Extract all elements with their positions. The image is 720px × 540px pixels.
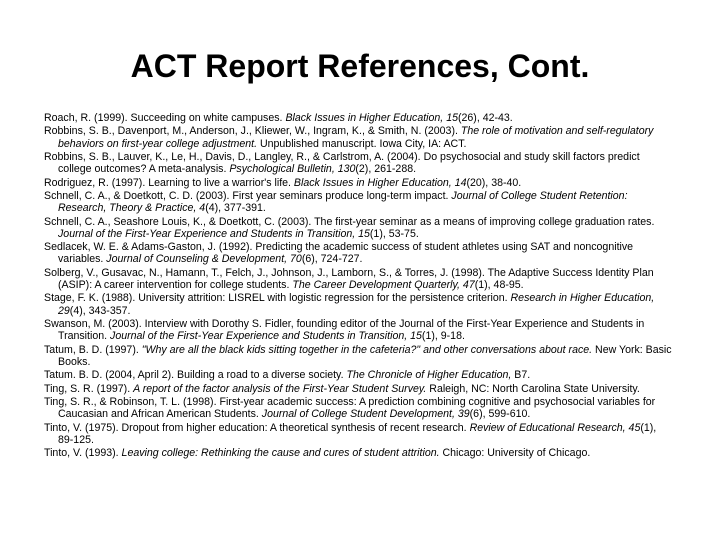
reference-pre-text: Rodriguez, R. (1997). Learning to live a warrior's life.: [44, 176, 294, 189]
reference-post-text: (4), 377-391.: [205, 202, 266, 215]
reference-italic-text: The Chronicle of Higher Education,: [346, 369, 512, 382]
reference-post-text: (1), 48-95.: [474, 278, 524, 291]
reference-item: [44, 447, 674, 459]
reference-italic-text: "Why are all the black kids sitting together in the cafeteria?" and other conversations about race.: [141, 343, 593, 356]
reference-item: [44, 422, 674, 446]
reference-item: [44, 177, 674, 189]
reference-italic-text: Psychological Bulletin, 130: [229, 163, 356, 176]
reference-item: [44, 344, 674, 368]
reference-post-text: Unpublished manuscript. Iowa City, IA: ACT.: [257, 137, 467, 150]
reference-post-text: B7.: [511, 369, 531, 382]
reference-post-text: New York: Basic Books.: [58, 343, 672, 368]
reference-italic-text: Review of Educational Research, 45: [469, 421, 641, 434]
reference-item: [44, 241, 674, 265]
reference-italic-text: Leaving college: Rethinking the cause and cures of student attrition.: [121, 447, 440, 460]
reference-pre-text: Schnell, C. A., & Doetkott, C. D. (2003). First year seminars produce long-term impact.: [44, 189, 452, 202]
reference-item: [44, 318, 674, 342]
reference-pre-text: Roach, R. (1999). Succeeding on white campuses.: [44, 112, 286, 124]
reference-italic-text: The Career Development Quarterly, 47: [292, 278, 475, 291]
slide-title: ACT Report References, Cont.: [130, 48, 590, 84]
reference-pre-text: Tatum. B. D. (2004, April 2). Building a road to a diverse society.: [44, 369, 347, 382]
reference-post-text: (2), 261-288.: [355, 163, 417, 176]
reference-item: [44, 125, 674, 149]
reference-item: [44, 396, 674, 420]
reference-pre-text: Ting, S. R. (1997).: [44, 382, 134, 395]
reference-item: [44, 369, 674, 381]
reference-item: [44, 292, 674, 316]
reference-italic-text: Black Issues in Higher Education, 14: [293, 176, 467, 189]
reference-item: [44, 112, 674, 124]
reference-post-text: (20), 38-40.: [466, 176, 522, 189]
reference-italic-text: Research in Higher Education, 29: [58, 292, 655, 317]
reference-pre-text: Tinto, V. (1993).: [44, 447, 122, 460]
reference-italic-text: Journal of College Student Retention: Research, Theory & Practice, 4: [58, 189, 628, 215]
reference-item: [44, 216, 674, 240]
reference-italic-text: The role of motivation and self-regulatory behaviors on first-year college adjustment.: [58, 125, 654, 150]
reference-pre-text: Robbins, S. B., Lauver, K., Le, H., Davis, D., Langley, R., & Carlstrom, A. (2004). Do psychosocial and study skill factors predict college outcomes? A meta-analysis.: [44, 150, 640, 176]
reference-pre-text: Sedlacek, W. E. & Adams-Gaston, J. (1992). Predicting the academic success of student athletes using SAT and noncognitive variables.: [44, 241, 634, 266]
reference-item: [44, 267, 674, 291]
reference-item: [44, 151, 674, 175]
reference-post-text: (4), 343-357.: [69, 304, 131, 317]
reference-post-text: (26), 42-43.: [457, 112, 513, 124]
reference-post-text: Chicago: University of Chicago.: [439, 447, 591, 460]
reference-italic-text: Journal of the First-Year Experience and Students in Transition, 15: [110, 330, 422, 343]
reference-item: [44, 383, 674, 395]
reference-post-text: (1), 9-18.: [421, 330, 465, 343]
reference-post-text: (6), 724-727.: [301, 253, 363, 266]
reference-pre-text: Swanson, M. (2003). Interview with Dorothy S. Fidler, founding editor of the Journal of the First-Year Experience and Students in Transition.: [44, 317, 645, 343]
reference-post-text: (1), 89-125.: [58, 421, 657, 446]
reference-italic-text: A report of the factor analysis of the First-Year Student Survey.: [133, 382, 427, 395]
reference-post-text: (6), 599-610.: [469, 408, 531, 421]
reference-italic-text: Journal of Counseling & Development, 70: [106, 253, 302, 266]
reference-pre-text: Ting, S. R., & Robinson, T. L. (1998). First-year academic success: A prediction combining cognitive and psychosocial variables for Caucasian and African American Students.: [44, 395, 656, 421]
reference-pre-text: Tinto, V. (1975). Dropout from higher education: A theoretical synthesis of recent research.: [44, 421, 470, 434]
reference-post-text: (1), 53-75.: [369, 227, 419, 240]
reference-italic-text: Black Issues in Higher Education, 15: [285, 112, 458, 124]
reference-pre-text: Tatum, B. D. (1997).: [44, 343, 142, 356]
reference-list: [44, 112, 674, 460]
reference-pre-text: Solberg, V., Gusavac, N., Hamann, T., Felch, J., Johnson, J., Lamborn, S., & Torres, J. (1998). The Adaptive Success Identity Plan (ASIP): A career intervention for college students.: [44, 266, 654, 291]
reference-pre-text: Stage, F. K. (1988). University attrition: LISREL with logistic regression for the persistence criterion.: [44, 292, 511, 305]
reference-post-text: Raleigh, NC: North Carolina State University.: [426, 382, 640, 395]
reference-pre-text: Schnell, C. A., Seashore Louis, K., & Doetkott, C. (2003). The first-year seminar as a means of improving college graduation rates.: [44, 215, 655, 228]
reference-italic-text: Journal of College Student Development, 39: [261, 408, 470, 421]
reference-italic-text: Journal of the First-Year Experience and Students in Transition, 15: [58, 227, 370, 240]
reference-item: [44, 190, 674, 214]
reference-pre-text: Robbins, S. B., Davenport, M., Anderson, J., Kliewer, W., Ingram, K., & Smith, N. (2003).: [44, 125, 461, 138]
